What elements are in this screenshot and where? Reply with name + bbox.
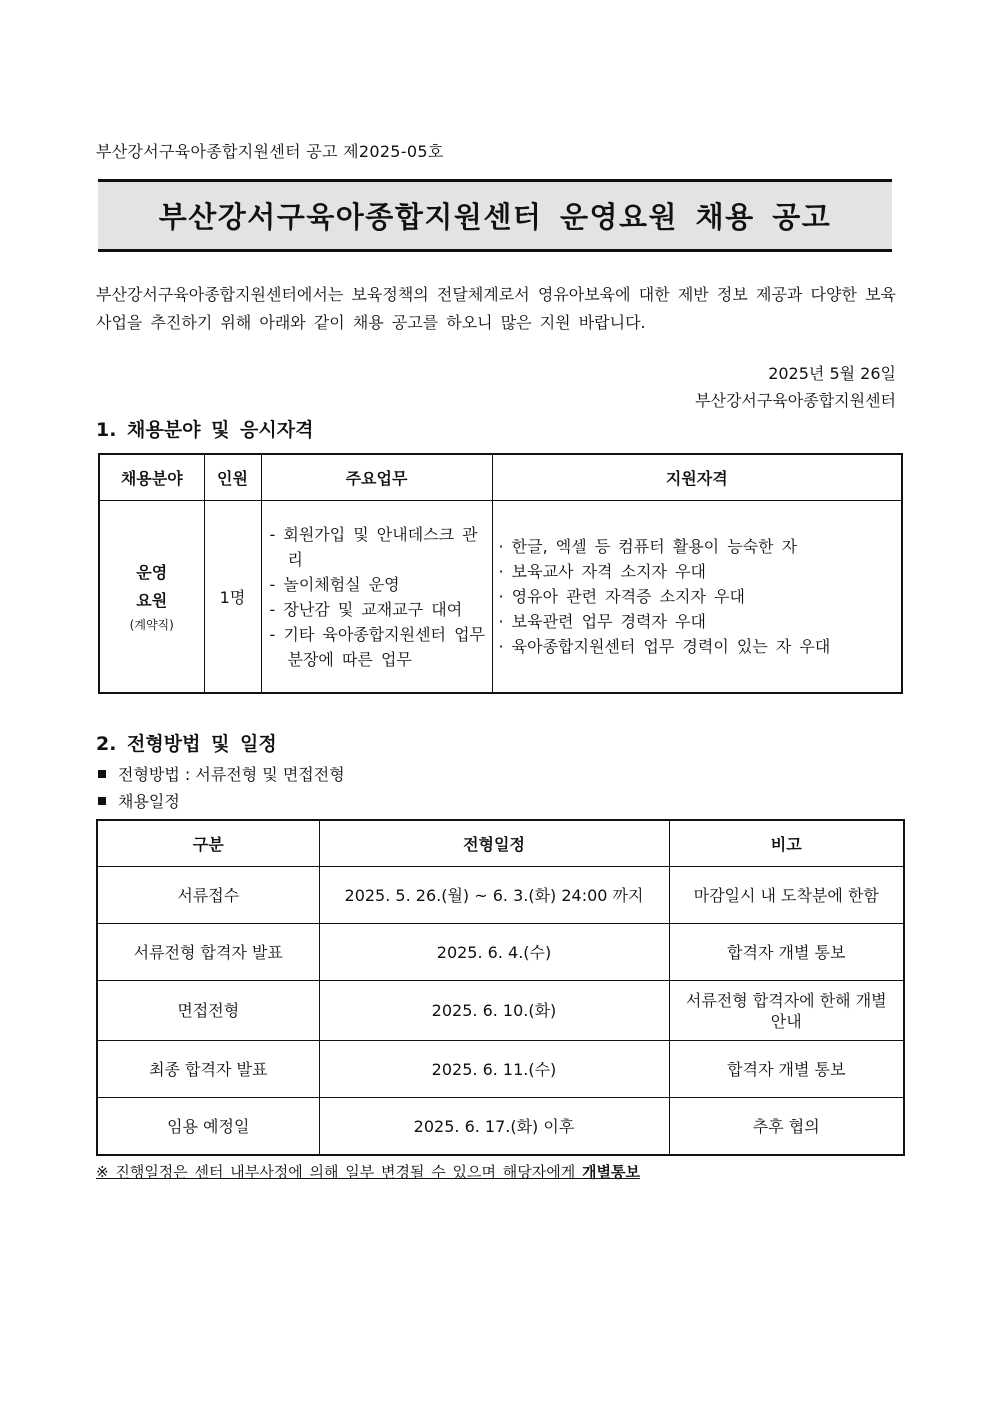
note-cell: 서류전형 합격자에 한해 개별 안내: [669, 981, 904, 1041]
note-cell: 합격자 개별 통보: [669, 1041, 904, 1098]
step-cell: 서류접수: [97, 867, 319, 924]
qualification-item: · 육아종합지원센터 업무 경력이 있는 자 우대: [498, 637, 831, 656]
step-cell: 최종 합격자 발표: [97, 1041, 319, 1098]
field-cell: [99, 501, 204, 694]
date-cell: 2025. 5. 26.(월) ~ 6. 3.(화) 24:00 까지: [319, 867, 669, 924]
header-step: 구분: [97, 820, 319, 867]
note-cell: 마감일시 내 도착분에 한함: [669, 867, 904, 924]
note-cell: 추후 협의: [669, 1098, 904, 1156]
schedule-bullet: [98, 789, 180, 812]
step-cell: 면접전형: [97, 981, 319, 1041]
footnote-text: ※ 진행일정은 센터 내부사정에 의해 일부 변경될 수 있으며 해당자에게: [96, 1163, 582, 1181]
footnote: [96, 1161, 640, 1182]
schedule-table: [96, 819, 905, 1156]
organization-name: 부산강서구육아종합지원센터: [695, 391, 896, 410]
section2-heading: 2. 전형방법 및 일정: [96, 733, 277, 755]
method-text: 전형방법 : 서류전형 및 면접전형: [118, 765, 345, 784]
table-row: [97, 981, 904, 1041]
qualifications-cell: [492, 501, 902, 694]
notice-date: 2025년 5월 26일: [768, 364, 896, 383]
duties-cell: [261, 501, 492, 694]
table-header-row: [99, 454, 902, 501]
date-cell: 2025. 6. 11.(수): [319, 1041, 669, 1098]
step-cell: 서류전형 합격자 발표: [97, 924, 319, 981]
header-note: 비고: [669, 820, 904, 867]
field-name-line2: 요원: [136, 590, 168, 610]
qualification-item: · 영유아 관련 자격증 소지자 우대: [498, 587, 745, 606]
schedule-label: 채용일정: [118, 792, 180, 811]
header-date: 전형일정: [319, 820, 669, 867]
footnote-emphasis: 개별통보: [581, 1163, 640, 1181]
table-row: [97, 867, 904, 924]
table-row: [99, 501, 902, 694]
qualification-item: · 보육관련 업무 경력자 우대: [498, 612, 706, 631]
header-count: 인원: [204, 454, 261, 501]
count-cell: 1명: [204, 501, 261, 694]
method-bullet: [98, 762, 345, 785]
employment-type: (계약직): [129, 617, 174, 632]
section1-heading: 1. 채용분야 및 응시자격: [96, 419, 314, 441]
recruitment-table: [98, 453, 903, 694]
date-cell: 2025. 6. 10.(화): [319, 981, 669, 1041]
title-banner: [98, 179, 892, 252]
qualification-item: · 한글, 엑셀 등 컴퓨터 활용이 능숙한 자: [498, 537, 798, 556]
qualification-item: · 보육교사 자격 소지자 우대: [498, 562, 706, 581]
step-cell: 임용 예정일: [97, 1098, 319, 1156]
table-header-row: [97, 820, 904, 867]
field-name-line1: 운영: [136, 562, 168, 582]
header-duties: 주요업무: [261, 454, 492, 501]
duty-item: - 장난감 및 교재교구 대여: [269, 599, 463, 619]
page-title: 부산강서구육아종합지원센터 운영요원 채용 공고: [158, 200, 832, 234]
note-cell: 합격자 개별 통보: [669, 924, 904, 981]
intro-paragraph: 부산강서구육아종합지원센터에서는 보육정책의 전달체계로서 영유아보육에 대한 제반 정보 제공과 다양한 보육사업을 추진하기 위해 아래와 같이 채용 공고를 하오니 많은 지원 바랍니다.: [96, 285, 896, 332]
table-row: [97, 1041, 904, 1098]
duty-item: - 회원가입 및 안내데스크 관리: [269, 524, 478, 569]
notice-number: 부산강서구육아종합지원센터 공고 제2025-05호: [96, 142, 444, 161]
square-bullet-icon: [98, 797, 106, 805]
header-qualifications: 지원자격: [492, 454, 902, 501]
duty-item: - 기타 육아종합지원센터 업무분장에 따른 업무: [269, 624, 486, 669]
table-row: [97, 1098, 904, 1156]
square-bullet-icon: [98, 770, 106, 778]
table-row: [97, 924, 904, 981]
date-cell: 2025. 6. 4.(수): [319, 924, 669, 981]
duty-item: - 놀이체험실 운영: [269, 574, 400, 594]
header-field: 채용분야: [99, 454, 204, 501]
date-cell: 2025. 6. 17.(화) 이후: [319, 1098, 669, 1156]
